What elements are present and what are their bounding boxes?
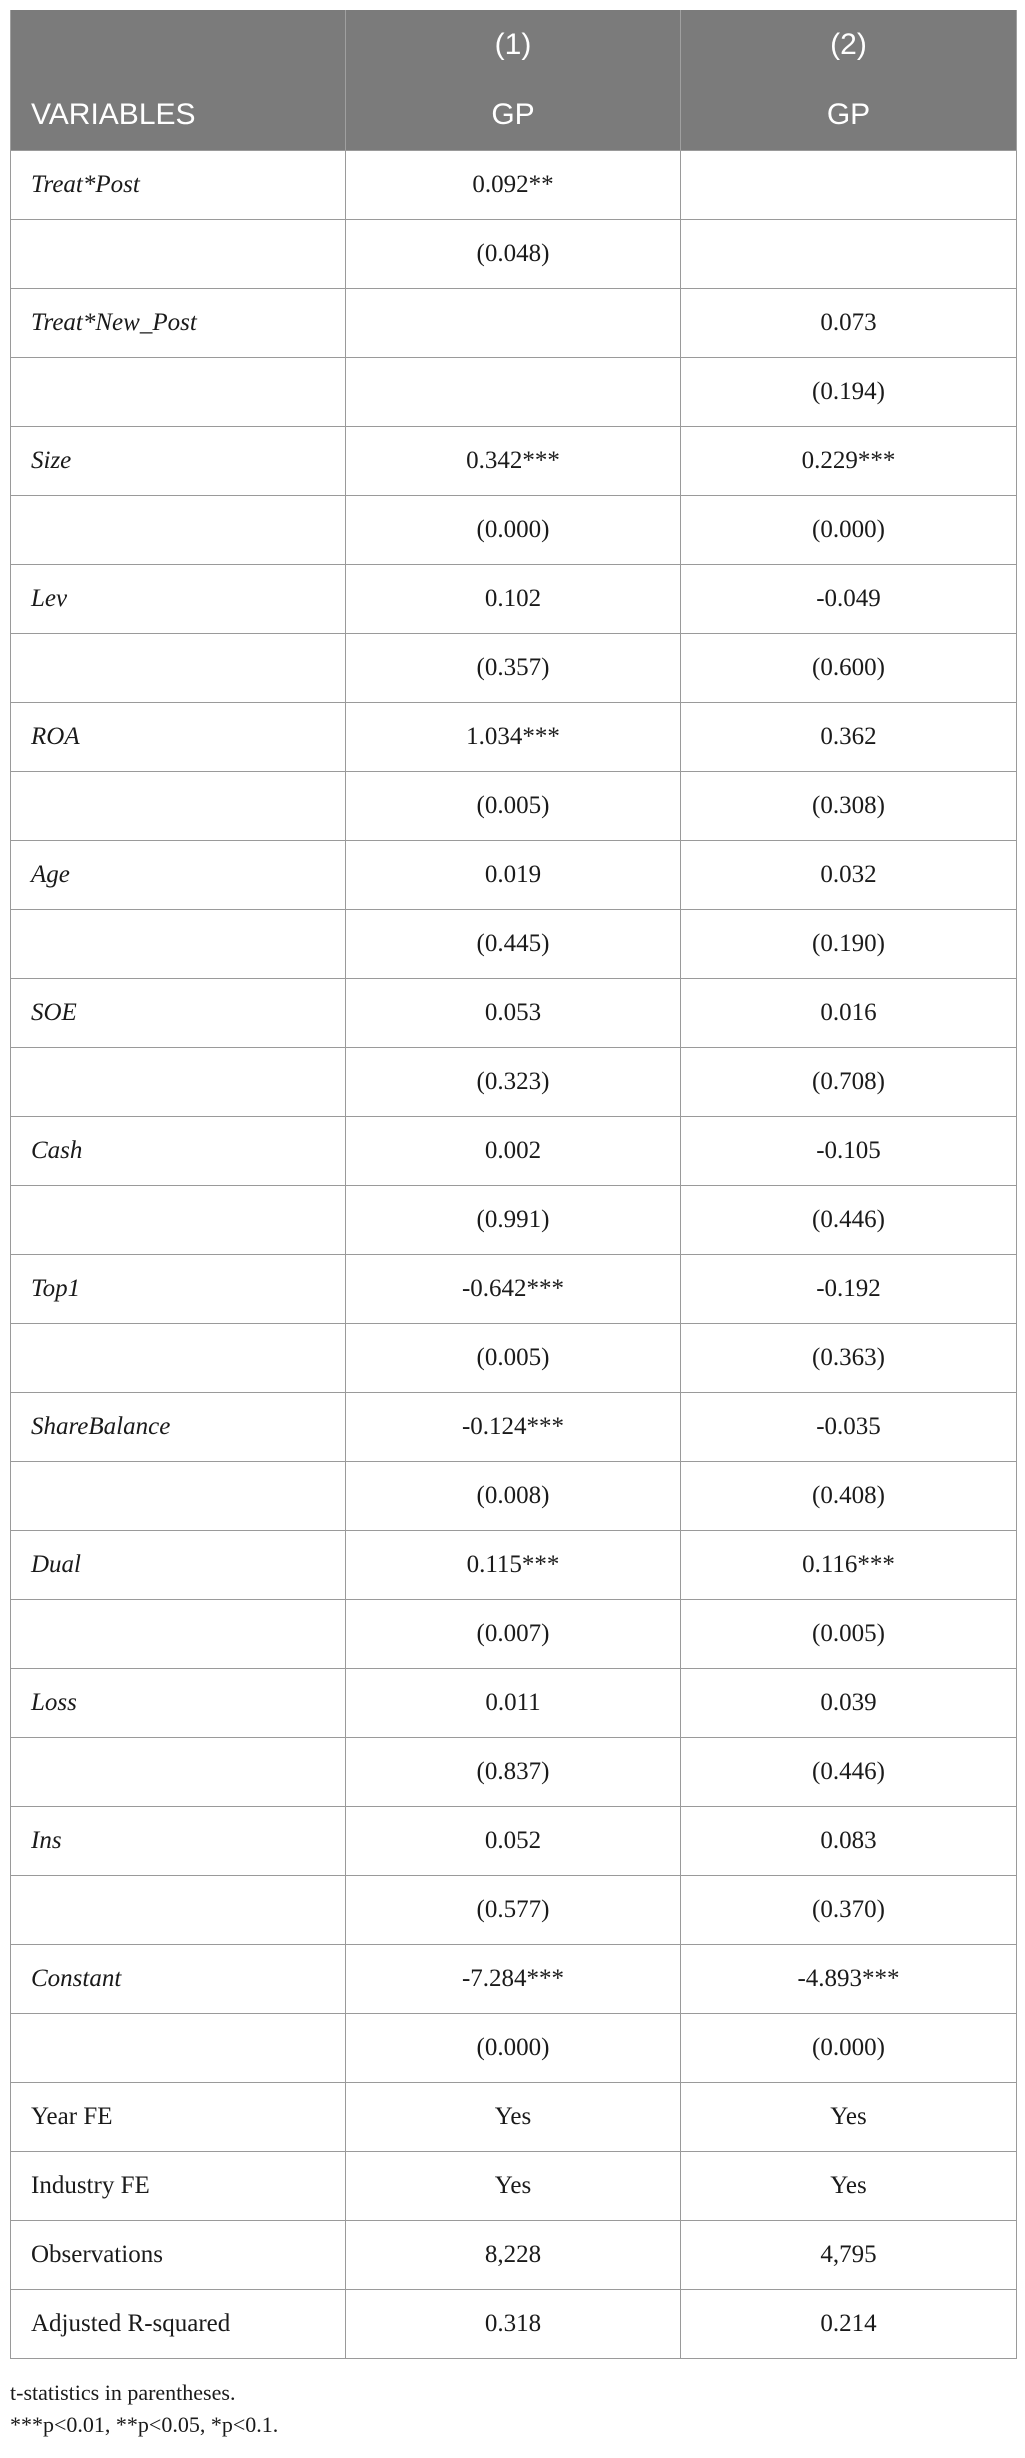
table-row <box>11 910 1017 979</box>
table-row <box>11 1324 1017 1393</box>
table-row <box>11 151 1017 220</box>
variable-cell: SOE <box>11 979 346 1048</box>
regression-table-container <box>10 10 1016 2441</box>
variable-cell <box>11 1876 346 1945</box>
variable-cell: Treat*New_Post <box>11 289 346 358</box>
variable-cell <box>11 1048 346 1117</box>
model-1-value-cell: -7.284*** <box>346 1945 681 2014</box>
model-1-value-cell: (0.577) <box>346 1876 681 1945</box>
model-1-value-cell: (0.007) <box>346 1600 681 1669</box>
table-row <box>11 1807 1017 1876</box>
model-2-value-cell: 0.083 <box>681 1807 1017 1876</box>
model-1-value-cell: 0.318 <box>346 2290 681 2359</box>
header-model-1: (1) <box>346 10 681 80</box>
model-2-value-cell: (0.363) <box>681 1324 1017 1393</box>
model-1-value-cell: 0.002 <box>346 1117 681 1186</box>
variable-cell <box>11 1600 346 1669</box>
table-row <box>11 1186 1017 1255</box>
model-2-value-cell: 0.362 <box>681 703 1017 772</box>
variable-cell <box>11 772 346 841</box>
model-1-value-cell: 0.011 <box>346 1669 681 1738</box>
table-row <box>11 1117 1017 1186</box>
model-2-value-cell: (0.600) <box>681 634 1017 703</box>
table-row <box>11 2014 1017 2083</box>
model-2-value-cell: 4,795 <box>681 2221 1017 2290</box>
model-2-value-cell: (0.446) <box>681 1186 1017 1255</box>
model-1-value-cell: (0.837) <box>346 1738 681 1807</box>
model-2-value-cell <box>681 220 1017 289</box>
table-row <box>11 1669 1017 1738</box>
regression-table <box>10 10 1017 2359</box>
variable-cell: Adjusted R-squared <box>11 2290 346 2359</box>
variable-cell: Size <box>11 427 346 496</box>
model-2-value-cell: (0.190) <box>681 910 1017 979</box>
model-2-value-cell: (0.005) <box>681 1600 1017 1669</box>
table-row <box>11 979 1017 1048</box>
variable-cell <box>11 1186 346 1255</box>
table-row <box>11 289 1017 358</box>
variable-cell: Loss <box>11 1669 346 1738</box>
variable-cell <box>11 1324 346 1393</box>
table-row <box>11 358 1017 427</box>
model-1-value-cell: (0.000) <box>346 2014 681 2083</box>
model-1-value-cell: 8,228 <box>346 2221 681 2290</box>
header-model-2: (2) <box>681 10 1017 80</box>
model-1-value-cell: (0.445) <box>346 910 681 979</box>
table-row <box>11 1048 1017 1117</box>
header-row-variables <box>11 80 1017 151</box>
model-2-value-cell: (0.308) <box>681 772 1017 841</box>
model-2-value-cell: -0.049 <box>681 565 1017 634</box>
model-2-value-cell: 0.073 <box>681 289 1017 358</box>
table-row <box>11 1945 1017 2014</box>
variable-cell: ShareBalance <box>11 1393 346 1462</box>
model-2-value-cell <box>681 151 1017 220</box>
table-row <box>11 703 1017 772</box>
header-variables: VARIABLES <box>11 80 346 151</box>
model-1-value-cell: 0.342*** <box>346 427 681 496</box>
model-2-value-cell: (0.000) <box>681 496 1017 565</box>
model-2-value-cell: Yes <box>681 2152 1017 2221</box>
model-1-value-cell: Yes <box>346 2152 681 2221</box>
header-dependent-1: GP <box>346 80 681 151</box>
table-body <box>11 151 1017 2359</box>
model-1-value-cell: (0.048) <box>346 220 681 289</box>
table-row <box>11 772 1017 841</box>
table-header <box>11 10 1017 151</box>
model-2-value-cell: 0.032 <box>681 841 1017 910</box>
variable-cell <box>11 220 346 289</box>
table-row <box>11 565 1017 634</box>
variable-cell: Treat*Post <box>11 151 346 220</box>
variable-cell <box>11 910 346 979</box>
variable-cell: Cash <box>11 1117 346 1186</box>
variable-cell: Dual <box>11 1531 346 1600</box>
model-1-value-cell: (0.357) <box>346 634 681 703</box>
model-1-value-cell: 0.052 <box>346 1807 681 1876</box>
variable-cell: Constant <box>11 1945 346 2014</box>
variable-cell: Industry FE <box>11 2152 346 2221</box>
model-2-value-cell: -0.192 <box>681 1255 1017 1324</box>
variable-cell <box>11 634 346 703</box>
model-1-value-cell: -0.642*** <box>346 1255 681 1324</box>
table-row <box>11 634 1017 703</box>
table-row <box>11 1600 1017 1669</box>
model-1-value-cell: 0.115*** <box>346 1531 681 1600</box>
variable-cell <box>11 2014 346 2083</box>
variable-cell <box>11 496 346 565</box>
table-row <box>11 496 1017 565</box>
table-row <box>11 1531 1017 1600</box>
variable-cell: Year FE <box>11 2083 346 2152</box>
model-1-value-cell: 0.092** <box>346 151 681 220</box>
model-1-value-cell: (0.991) <box>346 1186 681 1255</box>
variable-cell: Ins <box>11 1807 346 1876</box>
model-2-value-cell: 0.214 <box>681 2290 1017 2359</box>
model-2-value-cell: (0.708) <box>681 1048 1017 1117</box>
model-2-value-cell: Yes <box>681 2083 1017 2152</box>
table-notes <box>10 2377 1016 2441</box>
variable-cell: Observations <box>11 2221 346 2290</box>
table-row <box>11 2221 1017 2290</box>
model-1-value-cell: (0.005) <box>346 1324 681 1393</box>
model-2-value-cell: -0.035 <box>681 1393 1017 1462</box>
model-2-value-cell: (0.446) <box>681 1738 1017 1807</box>
header-dependent-2: GP <box>681 80 1017 151</box>
variable-cell: ROA <box>11 703 346 772</box>
model-1-value-cell: 0.053 <box>346 979 681 1048</box>
model-1-value-cell: -0.124*** <box>346 1393 681 1462</box>
variable-cell <box>11 1462 346 1531</box>
model-1-value-cell: 1.034*** <box>346 703 681 772</box>
table-row <box>11 1876 1017 1945</box>
table-row <box>11 1738 1017 1807</box>
model-2-value-cell: 0.016 <box>681 979 1017 1048</box>
table-row <box>11 2083 1017 2152</box>
header-row-model-numbers <box>11 10 1017 80</box>
model-1-value-cell: (0.008) <box>346 1462 681 1531</box>
note-t-statistics: t-statistics in parentheses. <box>10 2380 236 2405</box>
model-2-value-cell: -4.893*** <box>681 1945 1017 2014</box>
model-1-value-cell: (0.323) <box>346 1048 681 1117</box>
table-row <box>11 2290 1017 2359</box>
table-row <box>11 1255 1017 1324</box>
model-2-value-cell: (0.408) <box>681 1462 1017 1531</box>
model-2-value-cell: 0.039 <box>681 1669 1017 1738</box>
variable-cell <box>11 358 346 427</box>
variable-cell: Lev <box>11 565 346 634</box>
table-row <box>11 2152 1017 2221</box>
model-2-value-cell: (0.370) <box>681 1876 1017 1945</box>
model-1-value-cell <box>346 289 681 358</box>
model-2-value-cell: (0.000) <box>681 2014 1017 2083</box>
model-2-value-cell: 0.229*** <box>681 427 1017 496</box>
model-1-value-cell: 0.102 <box>346 565 681 634</box>
table-row <box>11 841 1017 910</box>
table-row <box>11 427 1017 496</box>
model-2-value-cell: 0.116*** <box>681 1531 1017 1600</box>
model-1-value-cell: (0.005) <box>346 772 681 841</box>
model-2-value-cell: -0.105 <box>681 1117 1017 1186</box>
table-row <box>11 1393 1017 1462</box>
model-2-value-cell: (0.194) <box>681 358 1017 427</box>
model-1-value-cell: 0.019 <box>346 841 681 910</box>
table-row <box>11 1462 1017 1531</box>
variable-cell: Age <box>11 841 346 910</box>
model-1-value-cell <box>346 358 681 427</box>
model-1-value-cell: (0.000) <box>346 496 681 565</box>
header-cell <box>11 10 346 80</box>
variable-cell <box>11 1738 346 1807</box>
model-1-value-cell: Yes <box>346 2083 681 2152</box>
table-row <box>11 220 1017 289</box>
variable-cell: Top1 <box>11 1255 346 1324</box>
note-significance: ***p<0.01, **p<0.05, *p<0.1. <box>10 2412 279 2437</box>
